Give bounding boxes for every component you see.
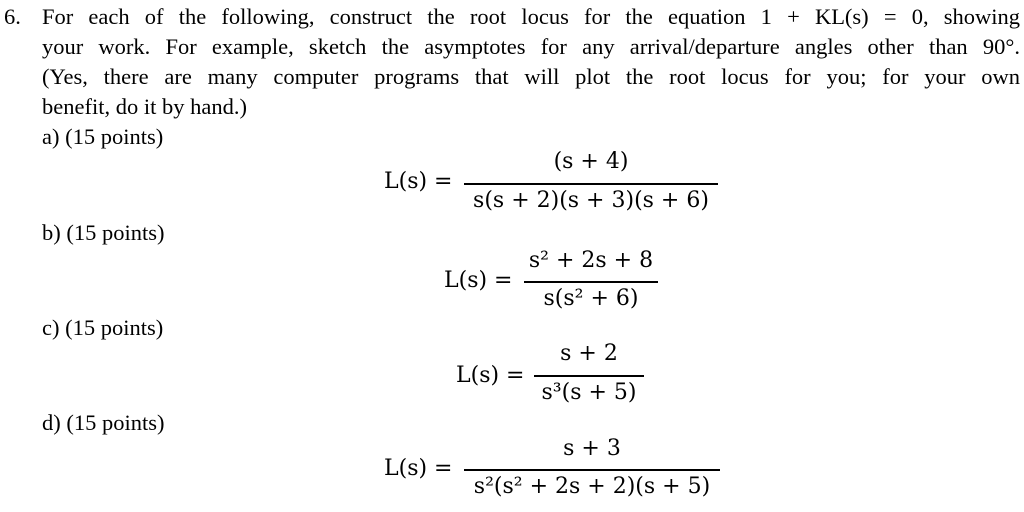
equation-lhs: L(s) =	[456, 363, 525, 388]
part-d-label: d) (15 points)	[42, 410, 165, 435]
problem-line: (Yes, there are many computer programs that will plot the root locus for you; for your own	[42, 64, 1020, 89]
part-a-label: a) (15 points)	[42, 124, 164, 149]
problem-line: benefit, do it by hand.)	[42, 94, 247, 119]
part-c-label: c) (15 points)	[42, 315, 164, 340]
equation-numerator: s² + 2s + 8	[528, 248, 654, 273]
equation-numerator: s + 2	[560, 341, 618, 366]
part-b-label: b) (15 points)	[42, 220, 165, 245]
fraction-bar	[464, 469, 720, 471]
equation-lhs: L(s) =	[384, 169, 453, 194]
fraction-bar	[534, 375, 644, 377]
equation-numerator: s + 3	[563, 436, 621, 461]
fraction-bar	[524, 281, 658, 283]
equation-numerator: (s + 4)	[553, 149, 629, 174]
problem-number: 6.	[4, 4, 21, 29]
equation-denominator: s²(s² + 2s + 2)(s + 5)	[473, 474, 711, 499]
equation-lhs: L(s) =	[444, 268, 513, 293]
problem-line: For each of the following, construct the root locus for the equation 1 + KL(s) = 0, showing	[42, 4, 1020, 29]
equation-denominator: s³(s + 5)	[541, 380, 637, 405]
fraction-bar	[464, 183, 718, 185]
equation-denominator: s(s + 2)(s + 3)(s + 6)	[473, 188, 709, 213]
equation-lhs: L(s) =	[384, 456, 453, 481]
problem-statement	[42, 2, 1020, 122]
equation-denominator: s(s² + 6)	[543, 286, 639, 311]
problem-line: your work. For example, sketch the asymptotes for any arrival/departure angles other than 90°.	[42, 34, 1020, 59]
